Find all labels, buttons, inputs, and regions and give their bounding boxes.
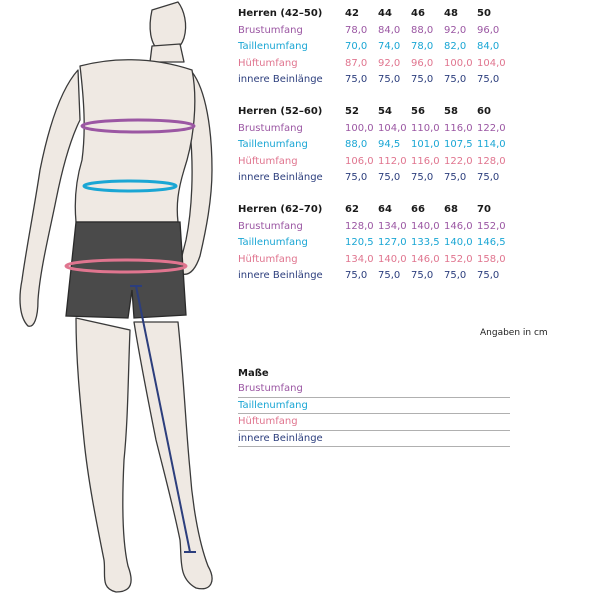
table-cell: 140,0	[411, 220, 440, 232]
table-cell: 127,0	[378, 237, 407, 248]
table-cell: 134,0	[345, 253, 374, 265]
measurements-form	[238, 368, 510, 447]
row-label: innere Beinlänge	[238, 172, 323, 183]
table-cell: 106,0	[345, 155, 374, 167]
table-row	[238, 252, 510, 269]
size-table-title: Herren (62–70)	[238, 204, 323, 215]
table-cell: 107,5	[444, 139, 473, 150]
row-label: Hüftumfang	[238, 155, 298, 167]
size-table	[238, 6, 510, 89]
table-cell: 75,0	[444, 270, 467, 281]
table-cell: 94,5	[378, 139, 401, 150]
table-row	[238, 23, 510, 40]
size-column-header: 68	[444, 204, 458, 215]
table-cell: 146,0	[411, 253, 440, 265]
table-row	[238, 219, 510, 236]
table-cell: 100,0	[345, 122, 374, 134]
table-cell: 134,0	[378, 220, 407, 232]
table-cell: 133,5	[411, 237, 440, 248]
table-cell: 75,0	[444, 172, 467, 183]
size-column-header: 60	[477, 106, 491, 117]
size-column-header: 58	[444, 106, 458, 117]
table-cell: 82,0	[444, 41, 467, 52]
table-cell: 122,0	[444, 155, 473, 167]
table-cell: 140,0	[378, 253, 407, 265]
row-label: innere Beinlänge	[238, 270, 323, 281]
table-cell: 87,0	[345, 57, 368, 69]
table-cell: 112,0	[378, 155, 407, 167]
table-cell: 158,0	[477, 253, 506, 265]
table-cell: 75,0	[411, 172, 434, 183]
size-table	[238, 202, 510, 285]
table-cell: 92,0	[444, 24, 467, 36]
size-column-header: 44	[378, 8, 392, 19]
table-cell: 116,0	[411, 155, 440, 167]
table-cell: 140,0	[444, 237, 473, 248]
size-column-header: 46	[411, 8, 425, 19]
table-cell: 75,0	[345, 270, 368, 281]
table-row	[238, 56, 510, 73]
table-cell: 75,0	[378, 270, 401, 281]
measure-field-taillenumfang[interactable]: Taillenumfang	[238, 398, 510, 415]
table-cell: 152,0	[444, 253, 473, 265]
table-cell: 75,0	[411, 270, 434, 281]
table-cell: 96,0	[477, 24, 500, 36]
table-cell: 104,0	[378, 122, 407, 134]
row-label: Taillenumfang	[238, 41, 308, 52]
table-cell: 75,0	[345, 74, 368, 85]
size-column-header: 62	[345, 204, 359, 215]
row-label: Hüftumfang	[238, 253, 298, 265]
body-figure-illustration	[0, 0, 240, 595]
measure-field-brustumfang[interactable]: Brustumfang	[238, 381, 510, 398]
table-cell: 84,0	[477, 41, 500, 52]
measurements-title: Maße	[238, 368, 269, 379]
row-label: Hüftumfang	[238, 57, 298, 69]
row-label: Brustumfang	[238, 220, 303, 232]
table-cell: 84,0	[378, 24, 401, 36]
row-label: Brustumfang	[238, 122, 303, 134]
size-column-header: 52	[345, 106, 359, 117]
table-cell: 75,0	[345, 172, 368, 183]
row-label: Taillenumfang	[238, 237, 308, 248]
table-cell: 128,0	[345, 220, 374, 232]
table-cell: 122,0	[477, 122, 506, 134]
size-table-header	[238, 104, 510, 121]
row-label: Brustumfang	[238, 24, 303, 36]
table-cell: 152,0	[477, 220, 506, 232]
table-cell: 114,0	[477, 139, 506, 150]
size-column-header: 48	[444, 8, 458, 19]
table-cell: 104,0	[477, 57, 506, 69]
size-table-header	[238, 6, 510, 23]
table-row	[238, 72, 510, 89]
table-cell: 70,0	[345, 41, 368, 52]
size-column-header: 56	[411, 106, 425, 117]
table-cell: 146,5	[477, 237, 506, 248]
table-row	[238, 268, 510, 285]
table-cell: 116,0	[444, 122, 473, 134]
size-table-title: Herren (42–50)	[238, 8, 323, 19]
table-cell: 75,0	[444, 74, 467, 85]
measure-field-hueftumfang[interactable]: Hüftumfang	[238, 414, 510, 431]
measure-field-innere-beinlaenge[interactable]: innere Beinlänge	[238, 431, 510, 448]
table-cell: 128,0	[477, 155, 506, 167]
size-table	[238, 104, 510, 187]
size-column-header: 50	[477, 8, 491, 19]
table-cell: 101,0	[411, 139, 440, 150]
size-column-header: 66	[411, 204, 425, 215]
size-column-header: 64	[378, 204, 392, 215]
table-row	[238, 170, 510, 187]
table-cell: 74,0	[378, 41, 401, 52]
table-cell: 75,0	[411, 74, 434, 85]
table-row	[238, 121, 510, 138]
table-cell: 75,0	[378, 172, 401, 183]
table-cell: 75,0	[477, 74, 500, 85]
table-cell: 78,0	[411, 41, 434, 52]
row-label: Taillenumfang	[238, 139, 308, 150]
table-cell: 88,0	[411, 24, 434, 36]
table-cell: 88,0	[345, 139, 368, 150]
table-row	[238, 235, 510, 252]
table-cell: 100,0	[444, 57, 473, 69]
table-row	[238, 39, 510, 56]
table-cell: 92,0	[378, 57, 401, 69]
table-cell: 75,0	[477, 270, 500, 281]
size-table-title: Herren (52–60)	[238, 106, 323, 117]
table-cell: 75,0	[378, 74, 401, 85]
size-column-header: 54	[378, 106, 392, 117]
table-cell: 146,0	[444, 220, 473, 232]
row-label: innere Beinlänge	[238, 74, 323, 85]
table-cell: 110,0	[411, 122, 440, 134]
table-cell: 120,5	[345, 237, 374, 248]
table-cell: 75,0	[477, 172, 500, 183]
table-cell: 78,0	[345, 24, 368, 36]
size-column-header: 42	[345, 8, 359, 19]
size-table-header	[238, 202, 510, 219]
table-row	[238, 137, 510, 154]
table-row	[238, 154, 510, 171]
size-column-header: 70	[477, 204, 491, 215]
units-note: Angaben in cm	[480, 328, 548, 338]
table-cell: 96,0	[411, 57, 434, 69]
